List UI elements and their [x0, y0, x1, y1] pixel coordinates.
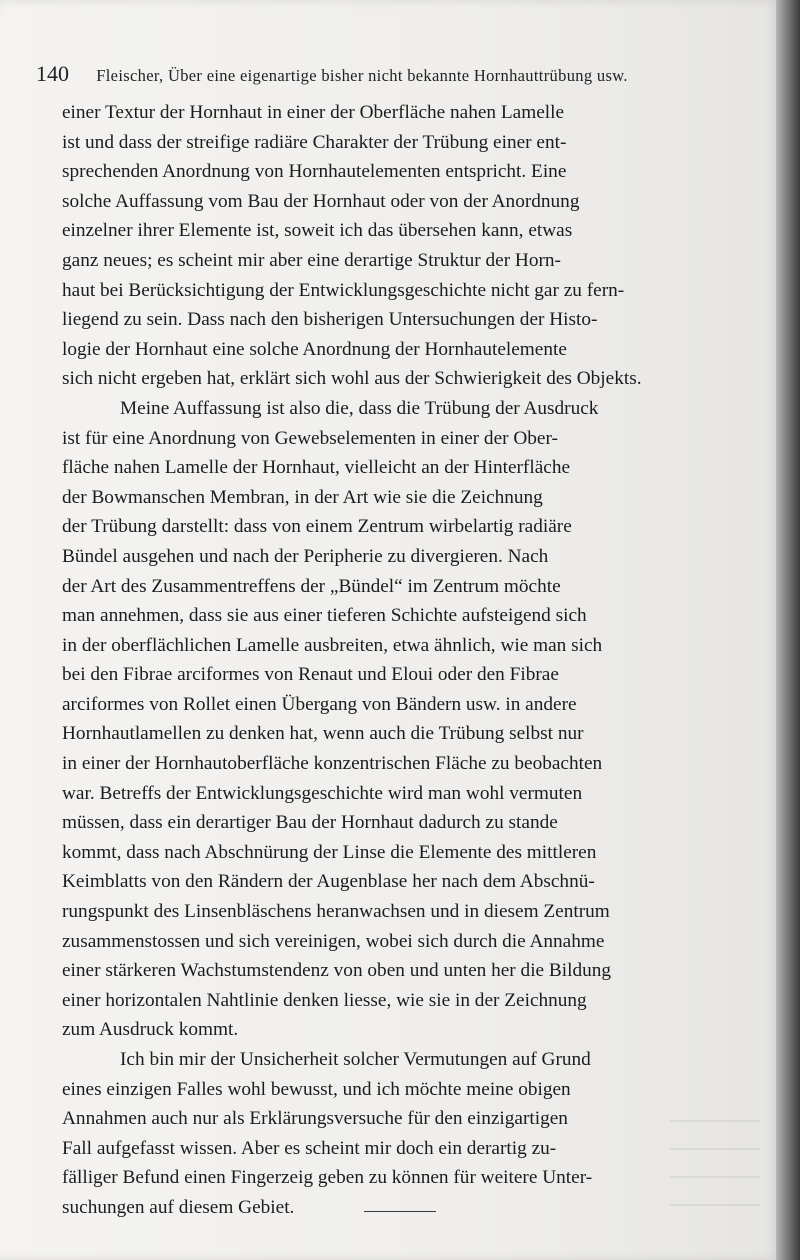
text-line: kommt, dass nach Abschnürung der Linse die Elemente des mittleren [62, 841, 597, 863]
text-line: Ich bin mir der Unsicherheit solcher Vermutungen auf Grund [120, 1049, 591, 1070]
running-title: Fleischer, Über eine eigenartige bisher nicht bekannte Hornhauttrübung usw. [96, 66, 628, 85]
text-line: zusammenstossen und sich vereinigen, wobei sich durch die Annahme [62, 930, 605, 952]
text-line: in einer der Hornhautoberfläche konzentrischen Fläche zu beobachten [62, 753, 603, 775]
text-line: logie der Hornhaut eine solche Anordnung der Hornhautelemente [62, 338, 567, 360]
show-through-ink [670, 1120, 760, 1220]
text-line: bei den Fibrae arciformes von Renaut und Eloui oder den Fibrae [62, 664, 559, 686]
page-stack-edge [776, 0, 800, 1260]
text-line: Annahmen auch nur als Erklärungsversuche für den einzigartigen [62, 1108, 568, 1130]
text-line: einer Textur der Hornhaut in einer der Oberfläche nahen Lamelle [62, 102, 565, 123]
text-line: in der oberflächlichen Lamelle ausbreiten, etwa ähnlich, wie man sich [62, 634, 603, 656]
text-line: Bündel ausgehen und nach der Peripherie zu divergieren. Nach [62, 545, 549, 567]
text-line: man annehmen, dass sie aus einer tieferen Schichte aufsteigend sich [62, 605, 587, 627]
text-line: suchungen auf diesem Gebiet. [62, 1196, 295, 1218]
text-line: ist für eine Anordnung von Gewebselementen in einer der Ober- [62, 427, 558, 449]
page-number: 140 [36, 61, 69, 86]
text-line: einer stärkeren Wachstumstendenz von oben und unten her die Bildung [62, 960, 612, 982]
text-line: Fall aufgefasst wissen. Aber es scheint mir doch ein derartig zu- [62, 1137, 557, 1159]
body-text [62, 98, 752, 1223]
text-line: rungspunkt des Linsenbläschens heranwachsen und in diesem Zentrum [62, 901, 610, 923]
text-line: war. Betreffs der Entwicklungsgeschichte wird man wohl vermuten [62, 782, 583, 804]
text-line: fläche nahen Lamelle der Hornhaut, vielleicht an der Hinterfläche [62, 457, 571, 479]
running-header [36, 60, 736, 88]
text-line: arciformes von Rollet einen Übergang von Bändern usw. in andere [62, 693, 577, 715]
text-line: der Trübung darstellt: dass von einem Zentrum wirbelartig radiäre [62, 516, 572, 538]
text-line: der Art des Zusammentreffens der „Bündel“ im Zentrum möchte [62, 575, 561, 597]
text-line: müssen, dass ein derartiger Bau der Hornhaut dadurch zu stande [62, 812, 558, 834]
paragraph-3 [62, 1045, 752, 1223]
text-line: ist und dass der streifige radiäre Charakter der Trübung einer ent- [62, 131, 567, 153]
paragraph-1 [62, 98, 752, 394]
text-line: einer horizontalen Nahtlinie denken liesse, wie sie in der Zeichnung [62, 989, 587, 1011]
text-line: Keimblatts von den Rändern der Augenblase her nach dem Abschnü- [62, 871, 595, 893]
text-line: eines einzigen Falles wohl bewusst, und ich möchte meine obigen [62, 1078, 571, 1100]
text-line: fälliger Befund einen Fingerzeig geben zu können für weitere Unter- [62, 1167, 593, 1189]
section-divider-rule [364, 1211, 436, 1212]
text-line: ganz neues; es scheint mir aber eine derartige Struktur der Horn- [62, 249, 561, 271]
paragraph-2 [62, 394, 752, 1045]
text-line: sprechenden Anordnung von Hornhautelementen entspricht. Eine [62, 161, 567, 183]
text-line: solche Auffassung vom Bau der Hornhaut oder von der Anordnung [62, 190, 580, 212]
text-line: sich nicht ergeben hat, erklärt sich wohl aus der Schwierigkeit des Objekts. [62, 368, 642, 390]
text-line: liegend zu sein. Dass nach den bisherigen Untersuchungen der Histo- [62, 309, 598, 331]
text-line: Meine Auffassung ist also die, dass die Trübung der Ausdruck [120, 397, 599, 419]
text-line: zum Ausdruck kommt. [62, 1019, 239, 1041]
text-line: Hornhautlamellen zu denken hat, wenn auch die Trübung selbst nur [62, 723, 584, 745]
text-line: haut bei Berücksichtigung der Entwicklungsgeschichte nicht gar zu fern- [62, 279, 625, 301]
text-line: einzelner ihrer Elemente ist, soweit ich das übersehen kann, etwas [62, 220, 573, 242]
text-line: der Bowmanschen Membran, in der Art wie sie die Zeichnung [62, 486, 543, 508]
